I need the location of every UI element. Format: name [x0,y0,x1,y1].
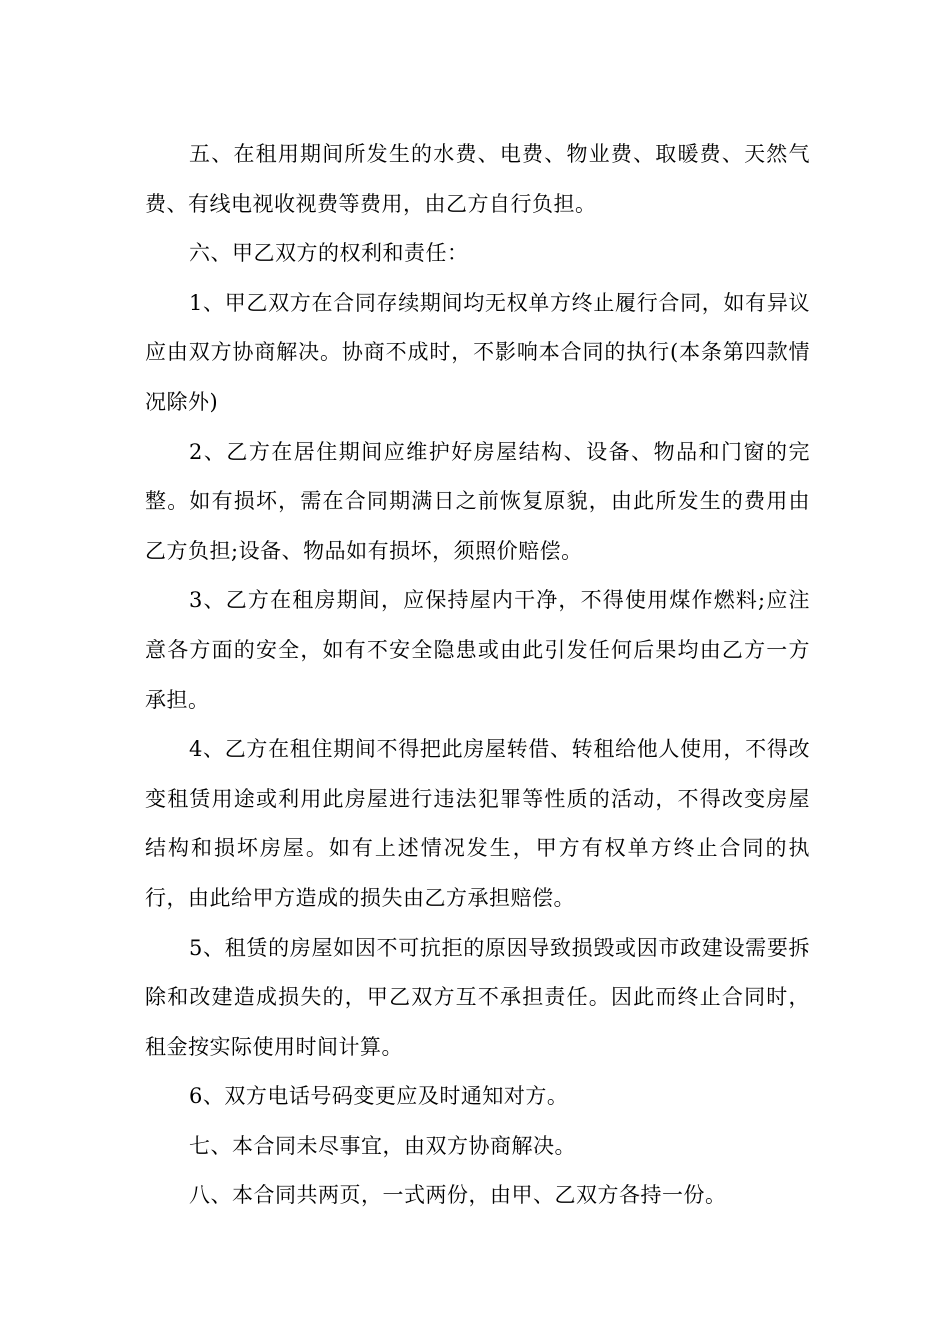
clause-6-item-6: 6、双方电话号码变更应及时通知对方。 [189,1084,569,1109]
clause-6-item-2: 2、乙方在居住期间应维护好房屋结构、设备、物品和门窗的完整。如有损坏，需在合同期满日之前恢复原貌，由此所发生的费用由乙方负担;设备、物品如有损坏，须照价赔偿。 [145,439,810,563]
clause-6-item-1: 1、甲乙双方在合同存续期间均无权单方终止履行合同，如有异议应由双方协商解决。协商不成时，不影响本合同的执行(本条第四款情况除外) [145,290,810,414]
contract-body [145,130,810,1221]
clause-6-heading: 六、甲乙双方的权利和责任： [189,241,469,266]
clause-5-utilities: 五、在租用期间所发生的水费、电费、物业费、取暖费、天然气费、有线电视收视费等费用，由乙方自行负担。 [145,142,810,216]
clause-6-item-4: 4、乙方在租住期间不得把此房屋转借、转租给他人使用，不得改变租赁用途或利用此房屋进行违法犯罪等性质的活动，不得改变房屋结构和损坏房屋。如有上述情况发生，甲方有权单方终止合同的执行，由此给甲方造成的损失由乙方承担赔偿。 [145,737,810,910]
clause-7: 七、本合同未尽事宜，由双方协商解决。 [189,1133,576,1158]
clause-8: 八、本合同共两页，一式两份，由甲、乙双方各持一份。 [189,1183,727,1208]
clause-6-item-3: 3、乙方在租房期间，应保持屋内干净，不得使用煤作燃料;应注意各方面的安全，如有不安全隐患或由此引发任何后果均由乙方一方承担。 [145,588,810,712]
clause-6-item-5: 5、租赁的房屋如因不可抗拒的原因导致损毁或因市政建设需要拆除和改建造成损失的，甲乙双方互不承担责任。因此而终止合同时，租金按实际使用时间计算。 [145,935,810,1059]
